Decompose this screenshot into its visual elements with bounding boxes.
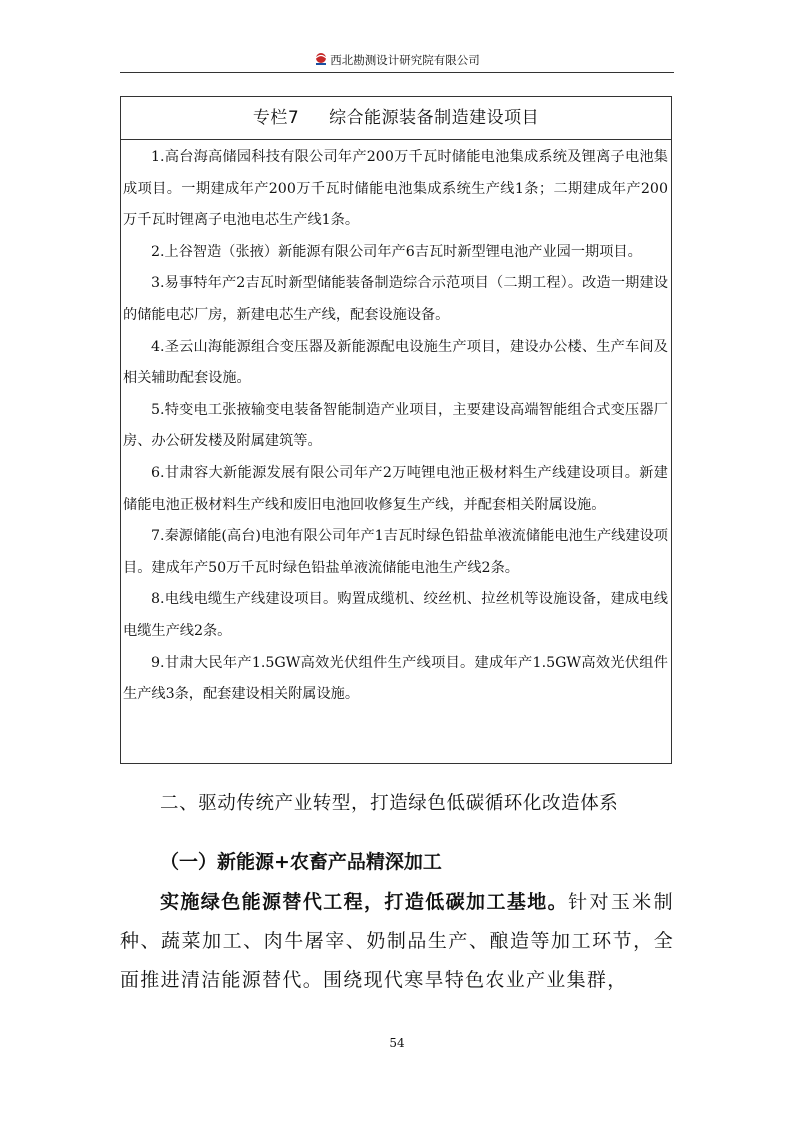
project-item: 5.特变电工张掖输变电装备智能制造产业项目，主要建设高端智能组合式变压器厂房、办公研发楼及附属建筑等。 (123, 401, 668, 450)
project-item: 6.甘肃容大新能源发展有限公司年产2万吨锂电池正极材料生产线建设项目。新建储能电池正极材料生产线和废旧电池回收修复生产线，并配套相关附属设施。 (123, 464, 668, 513)
project-item: 4.圣云山海能源组合变压器及新能源配电设施生产项目，建设办公楼、生产车间及相关辅助配套设施。 (123, 338, 668, 387)
paragraph-lead: 实施绿色能源替代工程，打造低碳加工基地。 (160, 891, 569, 913)
org-name: 西北勘测设计研究院有限公司 (330, 53, 480, 67)
project-item: 7.秦源储能(高台)电池有限公司年产1吉瓦时绿色铅盐单液流储能电池生产线建设项目。建成年产50万千瓦时绿色铅盐单液流储能电池生产线2条。 (123, 528, 668, 576)
project-item: 9.甘肃大民年产1.5GW高效光伏组件生产线项目。建成年产1.5GW高效光伏组件生产线3条，配套建设相关附属设施。 (123, 654, 668, 703)
sub-heading: （一）新能源+农畜产品精深加工 (160, 851, 442, 873)
box-label: 专栏7 (252, 108, 300, 128)
page-header (120, 50, 674, 73)
institute-logo-icon (314, 52, 328, 66)
project-column-box (120, 96, 672, 764)
project-item: 8.电线电缆生产线建设项目。购置成缆机、绞丝机、拉丝机等设施设备，建成电线电缆生产线2条。 (123, 591, 668, 639)
page-number: 54 (389, 1036, 405, 1050)
project-item: 1.高台海高储园科技有限公司年产200万千瓦时储能电池集成系统及锂离子电池集成项目。一期建成年产200万千瓦时储能电池集成系统生产线1条；二期建成年产200万千瓦时锂离子电池电芯生产线1条。 (123, 149, 668, 229)
body-paragraph (120, 883, 674, 1000)
paragraph-text: 针对玉米制种、蔬菜加工、肉牛屠宰、奶制品生产、酿造等加工环节，全面推进清洁能源替代。围绕现代寒旱特色农业产业集群， (120, 891, 674, 991)
box-title-text: 综合能源装备制造建设项目 (329, 108, 540, 128)
section-heading: 二、驱动传统产业转型，打造绿色低碳循环化改造体系 (160, 793, 619, 814)
box-title (121, 97, 671, 140)
project-item: 3.易事特年产2吉瓦时新型储能装备制造综合示范项目（二期工程）。改造一期建设的储能电芯厂房，新建电芯生产线，配套设施设备。 (123, 275, 668, 323)
project-list (121, 140, 671, 711)
project-item: 2.上谷智造（张掖）新能源有限公司年产6吉瓦时新型锂电池产业园一期项目。 (151, 243, 642, 260)
